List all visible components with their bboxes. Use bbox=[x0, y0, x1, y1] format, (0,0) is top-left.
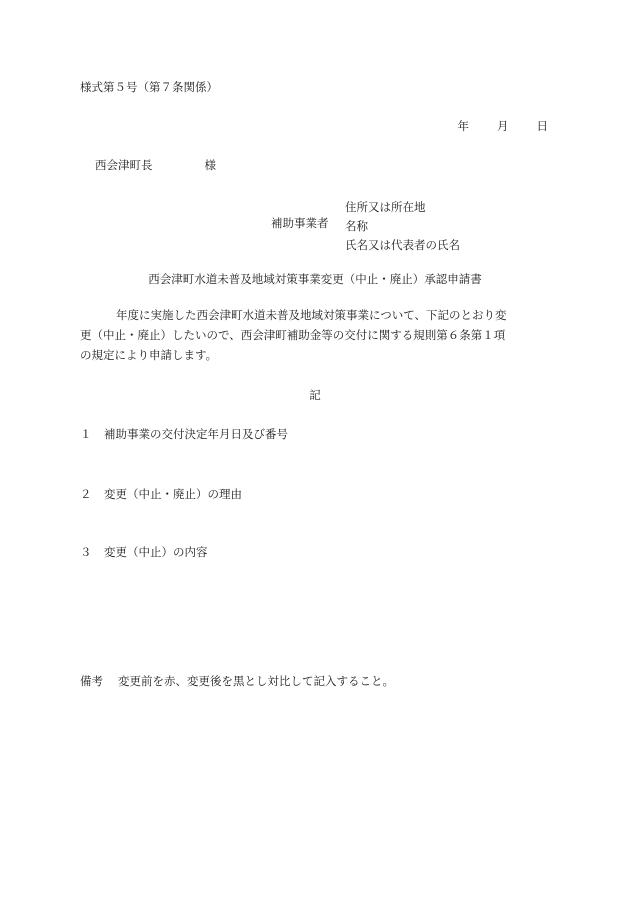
remarks bbox=[80, 675, 394, 689]
item-text: 変更（中止・廃止）の理由 bbox=[104, 487, 242, 501]
date-day: 日 bbox=[536, 119, 548, 133]
item-number: ２ bbox=[80, 487, 92, 501]
date-year: 年 bbox=[457, 119, 469, 133]
addressee bbox=[95, 159, 216, 173]
addressee-name: 西会津町長 bbox=[95, 158, 153, 172]
addressee-honorific: 様 bbox=[204, 158, 216, 172]
body-paragraph bbox=[80, 305, 550, 365]
item-number: １ bbox=[80, 427, 92, 441]
body-line: の規定により申請します。 bbox=[80, 348, 218, 362]
document-title: 西会津町水道未普及地域対策事業変更（中止・廃止）承認申請書 bbox=[148, 272, 482, 286]
item-number: ３ bbox=[80, 545, 92, 559]
item-text: 補助事業の交付決定年月日及び番号 bbox=[104, 427, 288, 441]
ki-heading: 記 bbox=[309, 388, 321, 402]
applicant-label: 補助事業者 bbox=[271, 216, 329, 230]
applicant-fields bbox=[345, 198, 460, 255]
date-line bbox=[458, 120, 549, 134]
applicant-address: 住所又は所在地 bbox=[345, 200, 426, 214]
list-item bbox=[80, 546, 208, 560]
applicant-name: 名称 bbox=[345, 219, 368, 233]
body-line: 年度に実施した西会津町水道未普及地域対策事業について、下記のとおり変 bbox=[116, 308, 507, 322]
list-item bbox=[80, 488, 242, 502]
applicant-representative: 氏名又は代表者の氏名 bbox=[345, 238, 460, 252]
remarks-label: 備考 bbox=[80, 674, 103, 688]
item-text: 変更（中止）の内容 bbox=[104, 545, 208, 559]
date-month: 月 bbox=[497, 119, 509, 133]
list-item bbox=[80, 428, 288, 442]
form-number: 様式第５号（第７条関係） bbox=[80, 80, 218, 94]
remarks-text: 変更前を赤、変更後を黒とし対比して記入すること。 bbox=[118, 674, 394, 688]
body-line: 更（中止・廃止）したいので、西会津町補助金等の交付に関する規則第６条第１項 bbox=[80, 328, 506, 342]
